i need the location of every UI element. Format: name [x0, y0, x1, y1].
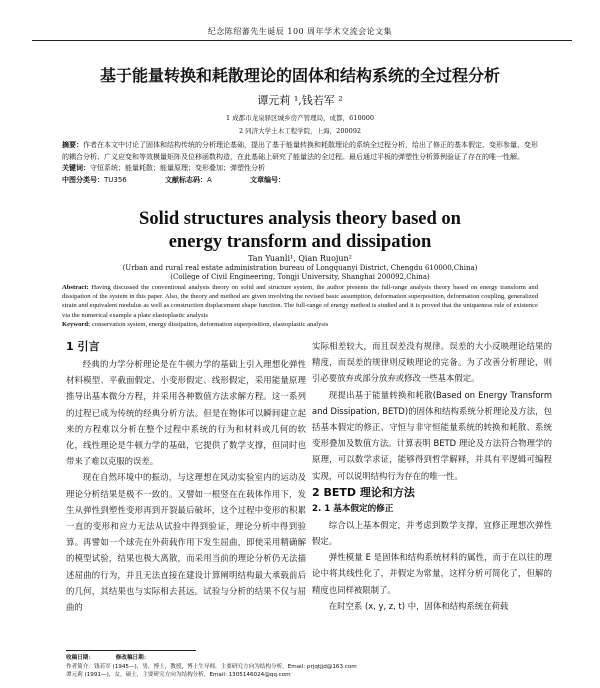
abstract-cn-text: 作者在本文中讨论了固体和结构传统的分析理论基础，提出了基于能量转换和耗散理论的系统全过程分析，给出了修正的基本假定、变形参量、变形的耦合分析、广义应变和等效模量矩阵及位移函数构造，在此基础上研究了能量法的全过程。最后通过平板的弹塑性分析算例验证了存在的唯一性解。 [62, 141, 538, 161]
body-column-left [66, 338, 306, 615]
keywords-en-text: conservation system, energy dissipation, deformation superposition, elastoplastic analysis [91, 320, 329, 328]
abstract-english [62, 283, 538, 329]
keywords-en-label: Keyword: [62, 320, 91, 328]
abstract-en-text: Having discussed the conventional analysis theory on solid and structure system, the author presents the full-range analysis theory based on energy transform and dissipation of the system in this paper. Also, the theory and method are given involving the revised basic assumption, deformation superposition, deformation coupling, generalized strain and equivalent modulus as well as construction displacement shape function. The full-range of energy method is studied and it is proved that the uniqueness rule of existence via the numerical example a plate elastoplastic analysis [62, 284, 538, 319]
affiliation-en-1: (Urban and rural real estate administration bureau of Longquanyi District, Chengdu 610000,China) [122, 264, 478, 272]
section-1-title: 1 引言 [66, 340, 100, 353]
body-paragraph: 现在自然环境中的振动，与这理想在风动实验室内的运动及理论分析结果是极不一致的。又譬如一根竖在在载体作用下，发生从弹性到塑性变形再到开裂最后破坏，这个过程中变形的积累一直的变形和应力无法从试验中得到验证，理论分析中得到验算。再譬如一个球壳在外荷载作用下发生屈曲，即使采用精确解的模型试验，结果也极大离散，而采用当前的理论分析仍无法描述屈曲的行为，并且无法直接在建设计算阐明结构最大承载前后的几何，其结果也与实际相去甚远。试验与分析的结果不仅与屈曲的 [66, 472, 306, 613]
abstract-en-paragraph [62, 283, 538, 320]
title-en-line-1: Solid structures analysis theory based on [139, 209, 461, 229]
article-number-label: 文章编号： [250, 175, 286, 184]
keywords-en [62, 320, 538, 329]
keywords-cn-label: 关键词： [62, 164, 90, 173]
abstract-cn-label: 摘要： [62, 141, 83, 149]
body-column-right [312, 338, 552, 614]
affiliation-cn-1: 1 成都市龙泉驿区城乡房产管理局，成都，610000 [225, 114, 374, 122]
body-paragraph: 在时空系 (x, y, z, t) 中，固体和结构系统在荷载 [328, 600, 509, 611]
subsection-2-1-title: 2. 1 基本假定的修正 [312, 503, 394, 514]
abstract-cn-paragraph [62, 140, 538, 163]
body-paragraph: 经典的力学分析理论是在牛顿力学的基础上引入理想化弹性材料模型、平截面假定、小变形假定、线形假定，采用能量原理推导出基本微分方程，并采用各种数值方法求解方程。这一系列的过程已成为传统的经典分析方法。但是在物体可以瞬间建立起来的方程难以分析在整个过程中系统的行为和材料或几何的软化，线性理论是牛顿力学的基础，它提供了数学支撑，但同时也带来了难以克服的误差。 [66, 359, 306, 467]
abstract-en-label: Abstract: [62, 284, 89, 291]
classification-line [62, 175, 538, 187]
received-date: 收稿日期： [66, 655, 94, 661]
abstract-chinese [62, 140, 538, 186]
footnote-author-2: 谭元莉 (1991—)，女，硕士，主要研究方向为结构分析，Email: 1305146024@qq.com [66, 672, 291, 679]
affiliation-en-2: (College of Civil Engineering, Tongji University, Shanghai 200092,China) [170, 273, 430, 281]
running-header: 纪念陈绍蕃先生诞辰 100 周年学术交流会论文集 [207, 27, 393, 36]
keywords-cn [62, 163, 538, 175]
affiliation-cn-2: 2 同济大学土木工程学院，上海，200092 [238, 127, 361, 135]
footnote-author-1: 作者简介：钱若军 (1945—)，男，博士，教授，博士生导师，主要研究方向为结构分析。Email: prjqtjjd@163.com [66, 663, 357, 670]
doc-code-label: 文献标志码： [165, 175, 207, 184]
title-english [0, 208, 600, 254]
class-value: TU356 [104, 175, 127, 184]
title-en-line-2: energy transform and dissipation [168, 232, 432, 252]
footnote-dates [66, 654, 536, 663]
header-rule [32, 40, 572, 41]
doc-code-value: A [207, 175, 212, 184]
body-paragraph: 现提出基于能量转换和耗散(Based on Energy Transform and Dissipation, BETD)的固体和结构系统分析理论及方法，包括基本假定的修正、守恒与非守恒能量系统的转换和耗散、系统变形叠加及数值方法。计算表明 BETD 理论及方法符合物理学的原理，可以数学求证，能够得到哲学解释，并具有平逻辑可编程实现，可以说明结构行为存在的唯一性。 [312, 389, 552, 481]
title-chinese: 基于能量转换和耗散理论的固体和结构系统的全过程分析 [99, 66, 500, 85]
footnotes [66, 654, 536, 680]
revised-date: 修改稿日期： [115, 655, 150, 661]
keywords-cn-text: 守恒系统；能量耗散；能量原理；变形叠加；弹塑性分析 [90, 164, 265, 173]
authors-english: Tan Yuanli¹, Qian Ruojun² [248, 254, 352, 263]
authors-chinese: 谭元莉 ¹,钱若军 ² [257, 94, 343, 107]
body-paragraph: 综合以上基本假定，并考虑到数学支撑，宜修正理想次弹性假定。 [312, 519, 552, 547]
body-paragraph: 实际相差较大，而且误差没有规律。误差的大小反映理论结果的精度，而误差的规律则反映理论的完备。为了改善分析理论，则引必要放弃或部分放弃或修改一些基本假定。 [312, 341, 552, 384]
footnote-rule [66, 650, 196, 651]
body-paragraph: 弹性模量 E 是固体和结构系统材料的属性，而于在以往的理论中将其线性化了，并假定为常量，这样分析可简化了，但解的精度也同样被限制了。 [312, 552, 552, 595]
section-2-title: 2 BETD 理论和方法 [312, 485, 415, 499]
class-label: 中图分类号： [62, 175, 104, 184]
